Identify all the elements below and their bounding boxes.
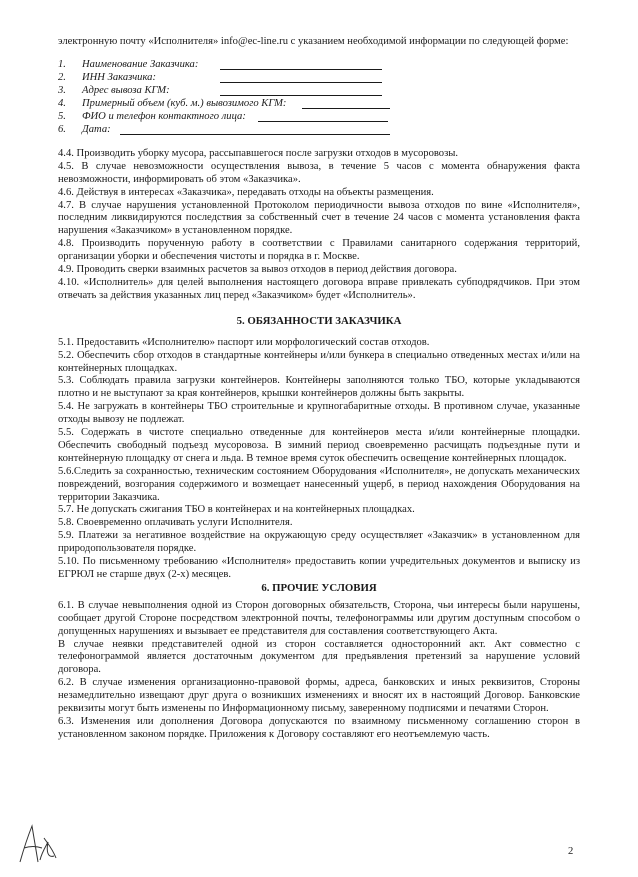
clause: 6.2. В случае изменения организационно-правовой формы, адреса, банковских и иных реквизитов, Стороны незамедлительно извещают друг друга о возникших изменениях и вносят их в настоящий Договор. Банковские реквизиты могут быть изменены по Информационному письму, заверенному подписями и печатями Сторон. <box>58 677 580 715</box>
clause: 4.5. В случае невозможности осуществления вывоза, в течение 5 часов с момента обнаружения факта невозможности, информировать об этом «Заказчика». <box>58 160 580 185</box>
document-body <box>58 36 580 742</box>
form-field <box>58 110 580 123</box>
clause: 5.9. Платежи за негативное воздействие на окружающую среду осуществляет «Заказчик» в установленном для природопользователя порядке. <box>58 530 580 555</box>
clause: 6.3. Изменения или дополнения Договора допускаются по взаимному письменному соглашению сторон в установленном законом порядке. Приложения к Договору составляют его неотъемлемую часть. <box>58 715 580 740</box>
clause: 5.8. Своевременно оплачивать услуги Исполнителя. <box>58 517 293 529</box>
handwritten-signature <box>14 818 60 868</box>
blank-line <box>302 108 390 109</box>
page-number: 2 <box>568 846 574 857</box>
section-5-heading: 5. ОБЯЗАННОСТИ ЗАКАЗЧИКА <box>236 314 402 327</box>
form-field-label: Дата: <box>82 123 111 135</box>
form-field-label: Примерный объем (куб. м.) вывозимого КГМ: <box>82 97 287 109</box>
form-field-label: Адрес вывоза КГМ: <box>82 84 170 96</box>
form-field-label: ИНН Заказчика: <box>82 71 156 83</box>
clause: 5.1. Предоставить «Исполнителю» паспорт или морфологический состав отходов. <box>58 336 430 348</box>
intro-paragraph: электронную почту «Исполнителя» info@ec-line.ru с указанием необходимой информации по следующей форме: <box>58 36 569 47</box>
form-field <box>58 71 580 84</box>
blank-line <box>220 82 382 83</box>
clause: 4.10. «Исполнитель» для целей выполнения настоящего договора вправе привлекать субподрядчиков. При этом отвечать за действия указанных лиц перед «Заказчиком» будет «Исполнитель». <box>58 276 580 301</box>
section-6-items <box>58 600 580 742</box>
clause: 5.5. Содержать в чистоте специально отведенные для контейнеров места и/или контейнерные площадки. Обеспечить свободный подъезд мусоровоза. В зимний период своевременно расчищать подъездные пути и контейнерную площадку от снега и льда. В темное время суток обеспечить освещение контейнерных площадок. <box>58 427 580 464</box>
clause: 5.10. По письменному требованию «Исполнителя» предоставить копии учредительных документов и выписку из ЕГРЮЛ не старше двух (2-х) месяцев. <box>58 556 580 580</box>
clause: 5.6.Следить за сохранностью, техническим состоянием Оборудования «Исполнителя», не допускать механических повреждений, возгорания содержимого и возмещает нанесенный ущерб, в период нахождения Оборудования на территории Заказчика. <box>58 465 580 503</box>
form-field-label: ФИО и телефон контактного лица: <box>82 110 246 122</box>
form-field <box>58 97 580 110</box>
section-6-heading: 6. ПРОЧИЕ УСЛОВИЯ <box>261 581 377 594</box>
form-field-number: 3. <box>58 84 66 96</box>
form-field-label: Наименование Заказчика: <box>82 58 199 70</box>
form-field-number: 2. <box>58 71 66 83</box>
clause: В случае неявки представителей одной из сторон составляется односторонний акт. Акт совместно с телефонограммой является достаточным документом для предъявления претензий за нарушение условий договора. <box>58 638 580 676</box>
form-field-number: 4. <box>58 97 66 109</box>
clause: 5.2. Обеспечить сбор отходов в стандартные контейнеры и/или бункера в специально отведенных местах и/или на контейнерных площадках. <box>58 349 580 374</box>
blank-line <box>120 134 390 135</box>
clause: 4.9. Проводить сверки взаимных расчетов за вывоз отходов в период действия договора. <box>58 264 457 276</box>
clause: 4.7. В случае нарушения установленной Протоколом периодичности вывоза отходов по вине «Исполнителя», последним ликвидируются последствия за собственный счет в течение 24 часов с момента установления факта нарушения «Заказчиком» в установленном порядке. <box>58 199 580 237</box>
form-field-number: 5. <box>58 110 66 122</box>
form-field <box>58 84 580 97</box>
clause: 4.6. Действуя в интересах «Заказчика», передавать отходы на объекты размещения. <box>58 186 434 198</box>
clause: 4.4. Производить уборку мусора, рассыпавшегося после загрузки отходов в мусоровозы. <box>58 147 459 159</box>
section-5-items <box>58 337 580 582</box>
blank-line <box>220 69 382 70</box>
section-4-items <box>58 148 580 303</box>
form-field-number: 1. <box>58 58 66 70</box>
form-field <box>58 123 580 136</box>
clause: 5.4. Не загружать в контейнеры ТБО строительные и крупногабаритные отходы. В противном случае, указанные отходы вывозу не подлежат. <box>58 401 580 426</box>
blank-line <box>258 121 388 122</box>
form-field-number: 6. <box>58 123 66 135</box>
clause: 5.7. Не допускать сжигания ТБО в контейнерах и на контейнерных площадках. <box>58 504 415 516</box>
form-field <box>58 58 580 71</box>
blank-line <box>220 95 382 96</box>
clause: 4.8. Производить порученную работу в соответствии с Правилами санитарного содержания территорий, организации уборки и обеспечения чистоты и порядка в г. Москве. <box>58 238 580 263</box>
request-form-list <box>58 58 580 136</box>
clause: 6.1. В случае невыполнения одной из Сторон договорных обязательств, Сторона, чьи интересы были нарушены, сообщает другой Стороне посредством электронной почты, телефонограммы или другим доступным способом о допущенных нарушениях и вызывает ее представителя для составления соответствующего Акта. <box>58 599 580 637</box>
clause: 5.3. Соблюдать правила загрузки контейнеров. Контейнеры заполняются только ТБО, которые укладываются плотно и не выступают за края контейнеров, крышки контейнеров должны быть закрыты. <box>58 375 580 400</box>
